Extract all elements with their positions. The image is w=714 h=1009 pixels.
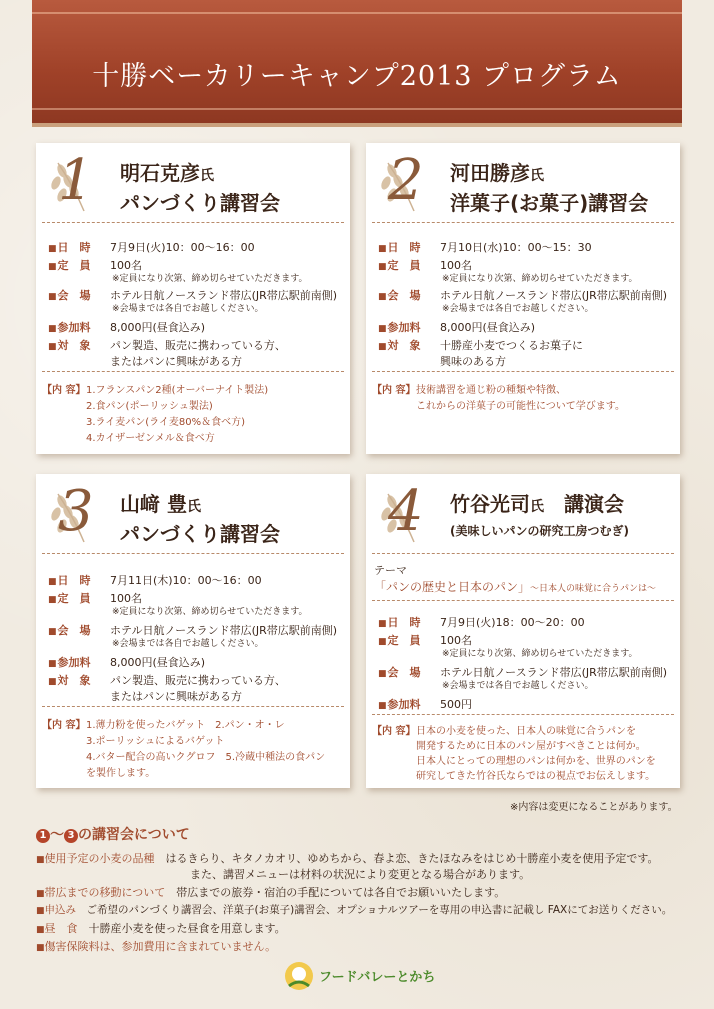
- row-value: ホテル日航ノースランド帯広(JR帯広駅前南側): [110, 624, 338, 637]
- row-value: 7月9日(火)18：00〜20：00: [440, 616, 585, 629]
- page-title: 十勝ベーカリーキャンプ2013 プログラム: [92, 61, 622, 92]
- info-row-travel: [36, 884, 505, 900]
- row-label: ■ 定 員: [378, 257, 440, 273]
- row-label: ■ 定 員: [48, 590, 110, 606]
- row-datetime: [378, 614, 674, 630]
- row-label: ■ 日 時: [378, 614, 440, 630]
- header-banner: [32, 0, 682, 127]
- info-row-apply: [36, 902, 672, 917]
- row-fee: [378, 696, 674, 712]
- row-label: ■ 対 象: [48, 337, 110, 353]
- info-key: ■ 申込み: [36, 904, 76, 916]
- row-value: 100名: [110, 592, 142, 605]
- row-label: ■ 会 場: [378, 664, 440, 680]
- row-value: ホテル日航ノースランド帯広(JR帯広駅前南側): [440, 666, 668, 679]
- divider: [42, 222, 344, 223]
- info-row-wheat: [36, 850, 659, 866]
- divider: [42, 371, 344, 372]
- row-value: 8,000円(昼食込み): [110, 321, 206, 334]
- info-key: ■ 傷害保険料は、参加費用に含まれていません。: [36, 940, 276, 953]
- row-label: ■ 参加料: [378, 319, 440, 335]
- content-label: 【内 容】: [42, 385, 86, 396]
- divider: [372, 600, 674, 601]
- row-label: ■ 定 員: [48, 257, 110, 273]
- honorific: 氏: [530, 168, 544, 184]
- lecturer-name: [450, 157, 544, 186]
- divider: [42, 553, 344, 554]
- info-key: ■ 帯広までの移動について: [36, 886, 165, 899]
- banner-stripe: [32, 12, 682, 14]
- content-line: 3.ポーリッシュによるバゲット: [86, 736, 225, 747]
- divider: [372, 714, 674, 715]
- info-text: 帯広までの旅券・宿泊の手配については各自でお願いいたします。: [165, 886, 506, 899]
- food-valley-logo: [283, 960, 436, 996]
- info-row-wheat-2: [36, 866, 530, 882]
- row-target-2: 興味のある方: [440, 355, 506, 368]
- program-number: 4: [388, 479, 424, 544]
- honorific: 氏: [186, 499, 201, 515]
- program-card-4: [366, 474, 680, 788]
- row-value: 100名: [440, 259, 472, 272]
- info-row-insurance: [36, 938, 276, 954]
- row-value: 100名: [440, 634, 472, 647]
- content-line: 4.カイザーゼンメル＆食べ方: [86, 433, 215, 444]
- row-value: 100名: [110, 259, 142, 272]
- content-line: 日本人にとっての理想のパンは何かを、世界のパンを: [416, 756, 656, 767]
- program-number: 1: [58, 148, 94, 213]
- theme-subtitle: 〜日本人の味覚に合うパンは〜: [530, 584, 657, 594]
- lecturer-name-text: 山﨑 豊: [120, 492, 187, 516]
- row-value: 7月10日(水)10：00〜15：30: [440, 241, 592, 254]
- row-value: 十勝産小麦でつくるお菓子に: [440, 339, 583, 352]
- theme-text: [374, 578, 656, 595]
- row-label: ■ 参加料: [378, 696, 440, 712]
- divider: [372, 222, 674, 223]
- row-value: 8,000円(昼食込み): [110, 656, 206, 669]
- card-header: [36, 474, 350, 552]
- info-text: また、講習メニューは材料の状況により変更となる場合があります。: [36, 868, 531, 881]
- row-note: ※定員になり次第、締め切らせていただきます。: [442, 649, 638, 659]
- program-number: 3: [58, 479, 94, 544]
- row-label: ■ 会 場: [48, 287, 110, 303]
- row-value: 8,000円(昼食込み): [440, 321, 536, 334]
- program-card-2: [366, 143, 680, 454]
- food-valley-logo-icon: [283, 960, 315, 992]
- program-subtitle: 洋菓子(お菓子)講習会: [450, 191, 649, 215]
- divider: [372, 371, 674, 372]
- honorific: 氏: [530, 499, 544, 515]
- row-value: ホテル日航ノースランド帯広(JR帯広駅前南側): [110, 289, 338, 302]
- row-datetime: [48, 572, 344, 588]
- theme-title: 「パンの歴史と日本のパン」: [374, 580, 531, 594]
- row-fee: [48, 654, 344, 670]
- content-label: 【内 容】: [372, 385, 416, 396]
- row-note: ※会場までは各自でお越しください。: [442, 681, 594, 691]
- row-fee: [378, 319, 674, 335]
- content-line: を製作します。: [86, 768, 156, 779]
- row-value: 7月9日(火)10：00〜16：00: [110, 241, 255, 254]
- card-header: [366, 474, 680, 552]
- badge-icon: 1: [36, 829, 50, 843]
- row-label: ■ 会 場: [48, 622, 110, 638]
- info-key: ■ 昼 食: [36, 922, 78, 935]
- row-datetime: [48, 239, 344, 255]
- banner-stripe: [32, 108, 682, 110]
- content-line: 日本の小麦を使った、日本人の味覚に合うパンを: [416, 726, 636, 737]
- content-line: 1.薄力粉を使ったバゲット 2.パン・オ・レ: [86, 720, 285, 731]
- row-label: ■ 会 場: [378, 287, 440, 303]
- row-label: ■ 参加料: [48, 654, 110, 670]
- content-line: 1.フランスパン2種(オーバーナイト製法): [86, 385, 269, 396]
- content-line: 3.ライ麦パン(ライ麦80%＆食べ方): [86, 417, 245, 428]
- row-label: ■ 対 象: [48, 672, 110, 688]
- divider: [372, 553, 674, 554]
- card-header: [36, 143, 350, 221]
- row-datetime: [378, 239, 674, 255]
- info-text: はるきらり、キタノカオリ、ゆめちから、春よ恋、きたほなみをはじめ十勝産小麦を使用予定です。: [154, 852, 659, 865]
- logo-text: フードバレーとかち: [319, 970, 436, 985]
- divider: [42, 706, 344, 707]
- row-target-2: またはパンに興味がある方: [110, 355, 242, 368]
- row-target: [48, 672, 344, 688]
- content-line: 技術講習を通じ粉の種類や特徴、: [416, 385, 566, 396]
- info-text: ご希望のパンづくり講習会、洋菓子(お菓子)講習会、オプショナルツアーを専用の申込書に記載し FAXにてお送りください。: [76, 904, 673, 916]
- info-text: 十勝産小麦を使った昼食を用意します。: [77, 922, 286, 935]
- program-card-1: [36, 143, 350, 454]
- row-target-2: またはパンに興味がある方: [110, 690, 242, 703]
- row-label: ■ 日 時: [378, 239, 440, 255]
- lecturer-name-text: 竹谷光司: [450, 492, 530, 516]
- row-label: ■ 日 時: [48, 572, 110, 588]
- row-label: ■ 対 象: [378, 337, 440, 353]
- row-note: ※定員になり次第、締め切らせていただきます。: [442, 274, 638, 284]
- row-label: ■ 日 時: [48, 239, 110, 255]
- program-number: 2: [388, 148, 424, 213]
- section-title: [36, 824, 190, 844]
- program-type: 講演会: [564, 492, 624, 516]
- info-key: ■ 使用予定の小麦の品種: [36, 852, 155, 865]
- row-note: ※会場までは各自でお越しください。: [112, 639, 264, 649]
- program-card-3: [36, 474, 350, 788]
- row-fee: [48, 319, 344, 335]
- honorific: 氏: [200, 168, 214, 184]
- change-notice: ※内容は変更になることがあります。: [510, 802, 678, 813]
- info-row-lunch: [36, 920, 286, 936]
- section-title-text: の講習会について: [78, 827, 190, 843]
- card-header: [366, 143, 680, 221]
- content-line: 研究してきた竹谷氏ならではの視点でお伝えします。: [416, 771, 656, 782]
- row-label: ■ 定 員: [378, 632, 440, 648]
- program-subtitle: パンづくり講習会: [120, 522, 280, 546]
- content-line: 2.食パン(ポーリッシュ製法): [86, 401, 213, 412]
- row-note: ※定員になり次第、締め切らせていただきます。: [112, 607, 308, 617]
- row-target: [378, 337, 674, 353]
- lecturer-name: [450, 488, 624, 517]
- content-line: 開発するために日本のパン屋がすべきことは何か。: [416, 741, 646, 752]
- row-note: ※会場までは各自でお越しください。: [112, 304, 264, 314]
- program-subtitle: (美味しいパンの研究工房つむぎ): [450, 524, 629, 538]
- content-line: これからの洋菓子の可能性について学びます。: [416, 401, 625, 412]
- lecturer-name-text: 明石克彦: [120, 161, 200, 185]
- lecturer-name: [120, 488, 201, 517]
- section-title-mid: 〜: [50, 827, 64, 843]
- content-label: 【内 容】: [372, 726, 416, 737]
- lecturer-name-text: 河田勝彦: [450, 161, 530, 185]
- row-value: 7月11日(木)10：00〜16：00: [110, 574, 262, 587]
- row-value: ホテル日航ノースランド帯広(JR帯広駅前南側): [440, 289, 668, 302]
- content-label: 【内 容】: [42, 720, 86, 731]
- lecturer-name: [120, 157, 214, 186]
- row-note: ※定員になり次第、締め切らせていただきます。: [112, 274, 308, 284]
- row-note: ※会場までは各自でお越しください。: [442, 304, 594, 314]
- row-target: [48, 337, 344, 353]
- row-value: 500円: [440, 698, 472, 711]
- badge-icon: 3: [64, 829, 78, 843]
- row-label: ■ 参加料: [48, 319, 110, 335]
- program-subtitle: パンづくり講習会: [120, 191, 280, 215]
- row-value: パン製造、販売に携わっている方、: [110, 339, 286, 352]
- content-line: 4.バター配合の高いクグロフ 5.冷蔵中種法の食パン: [86, 752, 326, 763]
- row-value: パン製造、販売に携わっている方、: [110, 674, 286, 687]
- theme-label: テーマ: [374, 564, 407, 577]
